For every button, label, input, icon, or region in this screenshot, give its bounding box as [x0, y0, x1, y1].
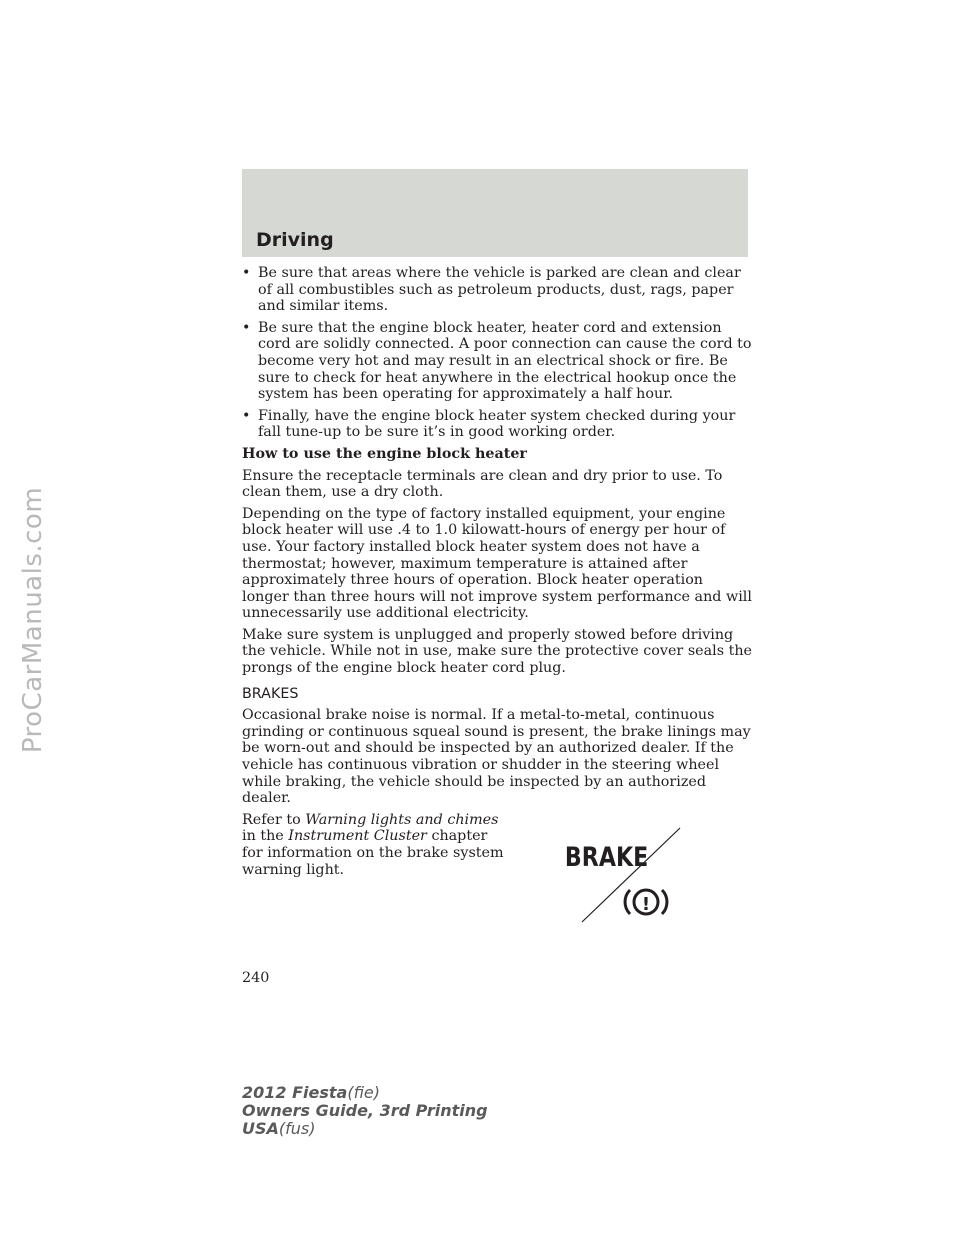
brake-icon-right-arc [662, 890, 667, 914]
footer-line-model [242, 1084, 488, 1102]
page-content [242, 265, 752, 878]
bullet-item [242, 265, 752, 315]
brake-icon-left-arc [625, 890, 630, 914]
bullet-glyph: • [242, 407, 251, 424]
refer-suffix: chapter for information on the brake system warning light. [242, 828, 504, 878]
side-watermark [4, 380, 62, 860]
refer-link-warning-lights: Warning lights and chimes [305, 811, 499, 828]
usage-paragraph: Depending on the type of factory installed equipment, your engine block heater will use .4 to 1.0 kilowatt-hours of energy per hour of use. Your factory installed block heater system does not have a thermostat; however, maximum temperature is attained after approximately three hours of operation. Block heater operation longer than three hours will not improve system performance and will unnecessarily use additional electricity. [242, 505, 752, 622]
bullet-text: Finally, have the engine block heater system checked during your fall tune-up to be sure it’s in good working order. [258, 407, 736, 441]
footer-guide: Owners Guide, 3rd Printing [242, 1101, 488, 1120]
bullet-item [242, 320, 752, 403]
bullet-glyph: • [242, 265, 251, 281]
brakes-paragraph: Occasional brake noise is normal. If a metal-to-metal, continuous grinding or continuous squeal sound is present, the brake linings may be worn-out and should be inspected by an authorized dealer. If the vehicle has continuous vibration or shudder in the steering wheel while braking, the vehicle should be inspected by an authorized dealer. [242, 707, 751, 807]
usage-paragraph: Make sure system is unplugged and properly stowed before driving the vehicle. While not in use, make sure the protective cover seals the prongs of the engine block heater cord plug. [242, 626, 753, 677]
footer-line-guide [242, 1102, 488, 1120]
section-header-band [242, 169, 748, 257]
refer-link-instrument-cluster: Instrument Cluster [288, 828, 427, 845]
usage-paragraph: Ensure the receptacle terminals are clean and dry prior to use. To clean them, use a dry cloth. [242, 467, 723, 501]
footer-model-code: (fie) [347, 1083, 381, 1102]
section-title: Driving [256, 229, 334, 251]
page-number: 240 [242, 970, 270, 986]
refer-middle: in the [242, 828, 284, 845]
brake-icon-exclamation: ! [641, 894, 651, 915]
bullet-glyph: • [242, 319, 251, 336]
footer-line-market [242, 1120, 488, 1138]
bullet-item [242, 408, 752, 441]
footer [242, 1084, 488, 1138]
usage-heading: How to use the engine block heater [242, 445, 527, 462]
brake-warning-icon [560, 826, 686, 926]
brakes-heading: BRAKES [242, 685, 299, 702]
watermark-text: ProCarManuals.com [18, 486, 48, 754]
bullet-text: Be sure that areas where the vehicle is parked are clean and clear of all combustibles such as petroleum products, dust, rags, paper and similar items. [258, 265, 741, 315]
bullet-text: Be sure that the engine block heater, heater cord and extension cord are solidly connected. A poor connection can cause the cord to become very hot and may result in an electrical shock or fire. Be sure to check for heat anywhere in the electrical hookup once the system has been operating for approximately a half hour. [258, 319, 752, 403]
footer-model: 2012 Fiesta [242, 1083, 348, 1102]
footer-market: USA [242, 1119, 279, 1138]
brakes-reference [242, 812, 504, 878]
brake-icon-label: BRAKE [564, 840, 649, 873]
footer-market-code: (fus) [278, 1119, 316, 1138]
refer-prefix: Refer to [242, 811, 301, 828]
